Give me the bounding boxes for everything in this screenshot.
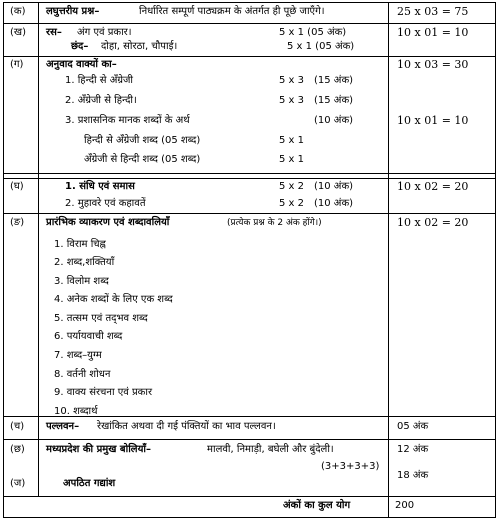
list-item: 4. अनेक शब्दों के लिए एक शब्द: [54, 294, 173, 305]
item-mark: 5 x 1: [279, 135, 304, 146]
marks-value: 10 x 02 = 20: [397, 216, 469, 229]
list-item: 9. वाक्य संरचना एवं प्रकार: [54, 387, 153, 398]
section-desc: (प्रत्येक प्रश्न के 2 अंक होंगे।): [227, 218, 322, 228]
spacer-row: [4, 174, 496, 179]
list-item: 2. अँग्रेजी से हिन्दी।: [65, 95, 137, 106]
total-value: 200: [395, 500, 415, 511]
item-mark: 5 x 2: [279, 198, 304, 209]
section-title-2: अपठित गद्यांश: [63, 478, 116, 489]
item-mark: 5 x 2: [279, 181, 304, 192]
section-title: पल्लवन–: [46, 421, 80, 432]
list-item: 3. प्रशासनिक मानक शब्दों के अर्थ: [65, 115, 190, 126]
item-mark: 5 x 1: [279, 154, 304, 165]
table-row: [4, 417, 496, 440]
table-row: [4, 24, 496, 57]
row-letter: (ख): [10, 27, 26, 38]
section-desc: मालवी, निमाड़ी, बघेली और बुंदेली।: [207, 444, 334, 455]
list-item: 2. शब्द,शक्तियाँ: [54, 257, 115, 268]
list-item: 3. विलोम शब्द: [54, 276, 109, 287]
marks-value-2: 18 अंक: [397, 470, 429, 481]
row-letter: (घ): [10, 181, 24, 192]
row-letter: (च): [10, 421, 25, 432]
marks-value: 12 अंक: [397, 444, 429, 455]
section-title: अनुवाद वाक्यों का–: [46, 59, 117, 70]
item-mark: 5 x 1 (05 अंक): [279, 27, 347, 38]
table-row: [4, 440, 496, 497]
row-letter: (क): [10, 6, 26, 17]
section-title: लघुत्तरीय प्रश्न–: [46, 6, 100, 17]
marks-value: 10 x 03 = 30: [397, 58, 469, 71]
section-title: मध्यप्रदेश की प्रमुख बोलियाँ–: [46, 444, 151, 455]
list-item: 10. शब्दार्थ: [54, 406, 98, 417]
item-mark: 5 x 1 (05 अंक): [287, 41, 355, 52]
marks-split: (3+3+3+3): [321, 461, 380, 472]
section-desc: निर्धारित सम्पूर्ण पाठ्यक्रम के अंतर्गत ही पूछे जाएँगे।: [139, 6, 325, 17]
row-letter: (छ): [10, 444, 25, 455]
item-note: (10 अंक): [314, 115, 354, 126]
marks-value: 25 x 03 = 75: [397, 5, 469, 18]
list-item: अँग्रेजी से हिन्दी शब्द (05 शब्द): [84, 154, 201, 165]
list-item: 1. संधि एवं समास: [65, 181, 135, 192]
marks-value-2: 10 x 01 = 10: [397, 114, 469, 127]
section-title: रस–: [46, 27, 62, 38]
marks-value: 05 अंक: [397, 421, 429, 432]
row-letter: (ग): [10, 59, 24, 70]
list-item: 5. तत्सम एवं तद्‌भव शब्द: [54, 313, 148, 324]
syllabus-table: [3, 2, 496, 518]
table-row: [4, 214, 496, 417]
section-title: प्रारंभिक व्याकरण एवं शब्दावलियाँ: [46, 217, 170, 228]
marks-value: 10 x 02 = 20: [397, 180, 469, 193]
list-item: 1. हिन्दी से अँग्रेजी: [65, 75, 134, 86]
section-desc: अंग एवं प्रकार।: [77, 27, 132, 38]
total-label: अंकों का कुल योग: [283, 500, 351, 511]
item-note: (15 अंक): [314, 75, 354, 86]
item-mark: 5 x 3: [279, 95, 304, 106]
item-note: (10 अंक): [314, 198, 354, 209]
section-desc: रेखांकित अथवा दी गई पंक्तियों का भाव पल्लवन।: [97, 421, 276, 432]
list-item: 8. वर्तनी शोधन: [54, 369, 111, 380]
list-item: हिन्दी से अँग्रेजी शब्द (05 शब्द): [84, 135, 201, 146]
marks-value: 10 x 01 = 10: [397, 26, 469, 39]
item-mark: 5 x 3: [279, 75, 304, 86]
item-note: (15 अंक): [314, 95, 354, 106]
table-row: [4, 179, 496, 214]
row-letter: (ङ): [10, 217, 25, 228]
list-item: 7. शब्द–युग्म: [54, 350, 102, 361]
total-row: [4, 497, 496, 518]
table-row: [4, 3, 496, 24]
section-desc-2: दोहा, सोरठा, चौपाई।: [101, 41, 178, 52]
list-item: 2. मुहावरे एवं कहावतें: [65, 198, 146, 209]
list-item: 1. विराम चिह्न: [54, 239, 106, 250]
list-item: 6. पर्यायवाची शब्द: [54, 331, 123, 342]
row-letter-2: (ज): [10, 478, 26, 489]
section-title-2: छंद–: [71, 41, 89, 52]
table-row: [4, 57, 496, 174]
item-note: (10 अंक): [314, 181, 354, 192]
